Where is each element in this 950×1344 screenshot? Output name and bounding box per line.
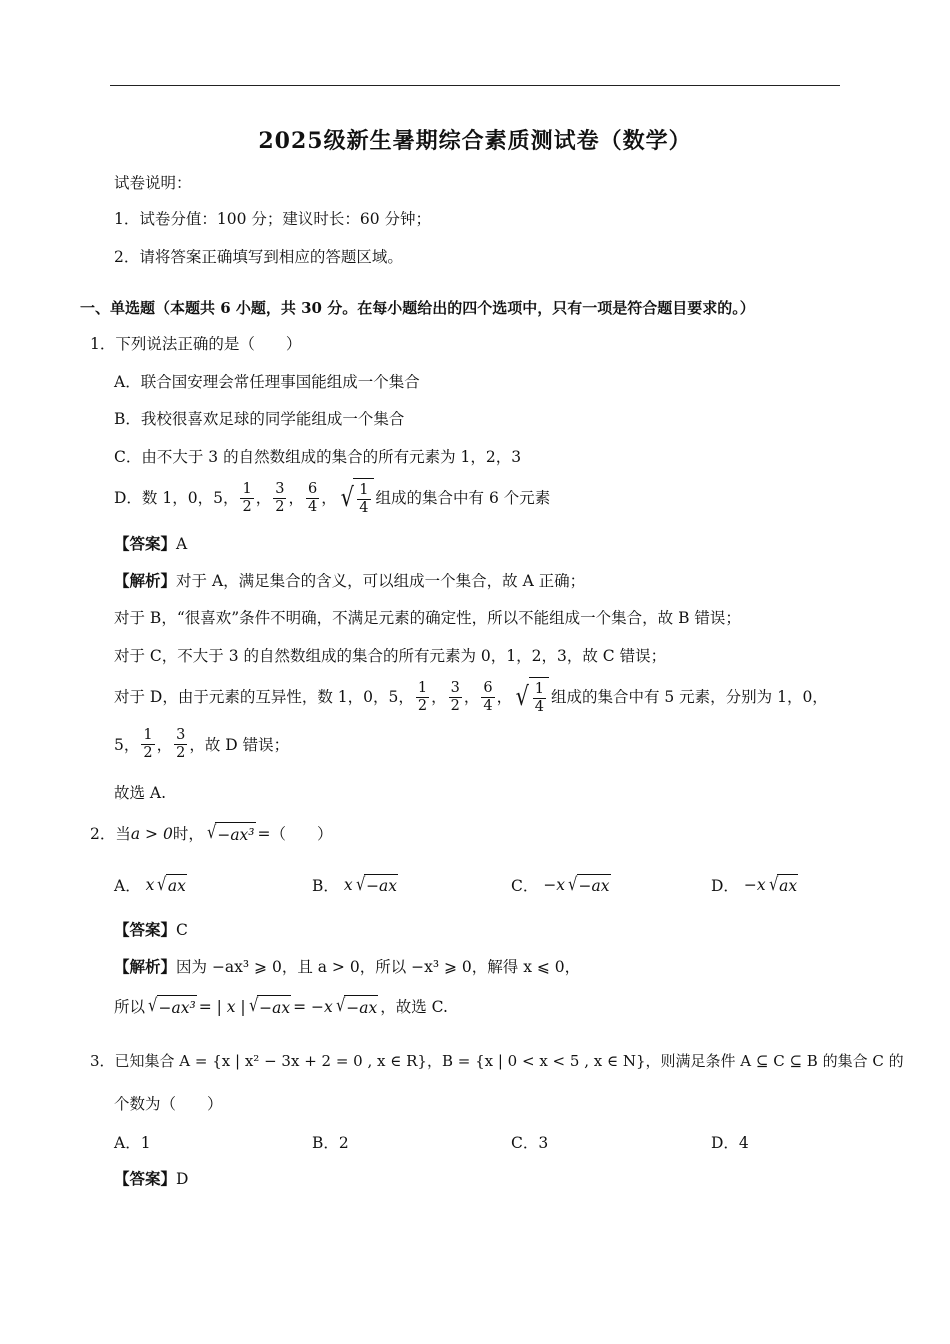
q3-option-c: C．3 [511,1134,549,1152]
page-title: 2025级新生暑期综合素质测试卷（数学） [258,128,692,154]
q2-answer: 【答案】C [114,920,188,939]
sqrt-one-quarter: √ $\frac{1}{4}$ [339,478,374,518]
q2-condition: a > 0 [130,825,173,843]
sqrt-one-quarter: √ $\frac{1}{4}$ [514,677,549,717]
fraction-one-half: $\frac{1}{2}$ [143,727,153,761]
fraction-one-half: $\frac{1}{2}$ [242,480,252,515]
fraction-six-fourths: $\frac{6}{4}$ [307,480,318,515]
q2-option-b: B． x √ −ax [312,874,398,895]
sqrt-neg-ax-cubed: √ −ax³ [206,822,255,844]
fraction-six-fourths: $\frac{6}{4}$ [483,679,493,714]
q2-stem: 2．当 a > 0 时， √ −ax³ =（ ） [90,822,333,844]
q1-analysis-5: 5， $\frac{1}{2}$ ， $\frac{3}{2}$ ，故 D 错误； [114,727,290,761]
q3-option-a: A．1 [114,1134,151,1152]
q1-analysis-4: 对于 D，由于元素的互异性，数 1，0，5， $\frac{1}{2}$ ， $\frac{3}{2}$ ， $\frac{6}{4}$ ， √ $\frac{1}{4}$ 组成的集合中有 5 元素，分别为 1，0， [114,677,828,717]
q3-answer-value: D [176,1170,189,1188]
q1-stem: 1．下列说法正确的是（ ） [90,335,302,353]
instructions-item-2: 2．请将答案正确填写到相应的答题区域。 [114,248,403,266]
instructions-item-1: 1．试卷分值：100 分；建议时长：60 分钟； [114,210,432,228]
q1-answer: 【答案】A [114,534,188,553]
q2-option-c: C． −x √ −ax [511,874,610,895]
q2-analysis-1: 【解析】因为 −ax³ ⩾ 0，且 a > 0，所以 −x³ ⩾ 0，解得 x ⩽ 0， [114,957,581,976]
fraction-one-half: $\frac{1}{2}$ [417,679,428,714]
q2-option-d: D． −x √ ax [711,874,798,895]
q1-option-d: D．数 1，0，5， $\frac{1}{2}$ ， $\frac{3}{2}$ ， $\frac{6}{4}$ ， √ $\frac{1}{4}$ 组成的集合中有 6 个元素 [114,478,550,518]
q1-conclusion: 故选 A. [114,784,167,802]
q1-option-d-suffix: 组成的集合中有 6 个元素 [375,489,551,507]
instructions-header: 试卷说明： [114,174,192,192]
q1-option-a: A．联合国安理会常任理事国能组成一个集合 [114,373,420,391]
fraction-three-halves: $\frac{3}{2}$ [176,727,186,761]
q1-analysis-2: 对于 B，“很喜欢”条件不明确，不满足元素的确定性，所以不能组成一个集合，故 B 错误； [114,609,741,627]
q2-analysis-2: 所以 √ −ax³ = | x | √ −ax = −x √ −ax ，故选 C. [114,995,448,1017]
fraction-three-halves: $\frac{3}{2}$ [275,480,285,515]
q1-option-d-prefix: D．数 1，0，5， [114,489,239,507]
q3-stem-2: 个数为（ ） [114,1095,223,1113]
q3-answer: 【答案】D [114,1169,189,1188]
q1-answer-value: A [176,535,188,553]
q1-option-b: B．我校很喜欢足球的同学能组成一个集合 [114,410,405,428]
q1-analysis-3: 对于 C，不大于 3 的自然数组成的集合的所有元素为 0，1，2，3，故 C 错误； [114,647,667,665]
header-rule [110,85,840,86]
q1-option-c: C．由不大于 3 的自然数组成的集合的所有元素为 1，2，3 [114,448,522,466]
q3-stem: 3．已知集合 A = {x | x² − 3x + 2 = 0 , x ∈ R}，B = {x | 0 < x < 5 , x ∈ N}，则满足条件 A ⊆ C ⊆ B 的集合 C 的 [90,1052,904,1070]
q3-option-d: D．4 [711,1134,749,1152]
fraction-three-halves: $\frac{3}{2}$ [450,679,460,714]
q1-analysis-1: 【解析】对于 A，满足集合的含义，可以组成一个集合，故 A 正确； [114,571,586,590]
q2-answer-value: C [176,921,188,939]
q3-option-b: B．2 [312,1134,349,1152]
section-heading: 一、单选题（本题共 6 小题，共 30 分。在每小题给出的四个选项中，只有一项是符合题目要求的。） [80,299,755,317]
q2-option-a: A． x √ ax [114,874,186,895]
